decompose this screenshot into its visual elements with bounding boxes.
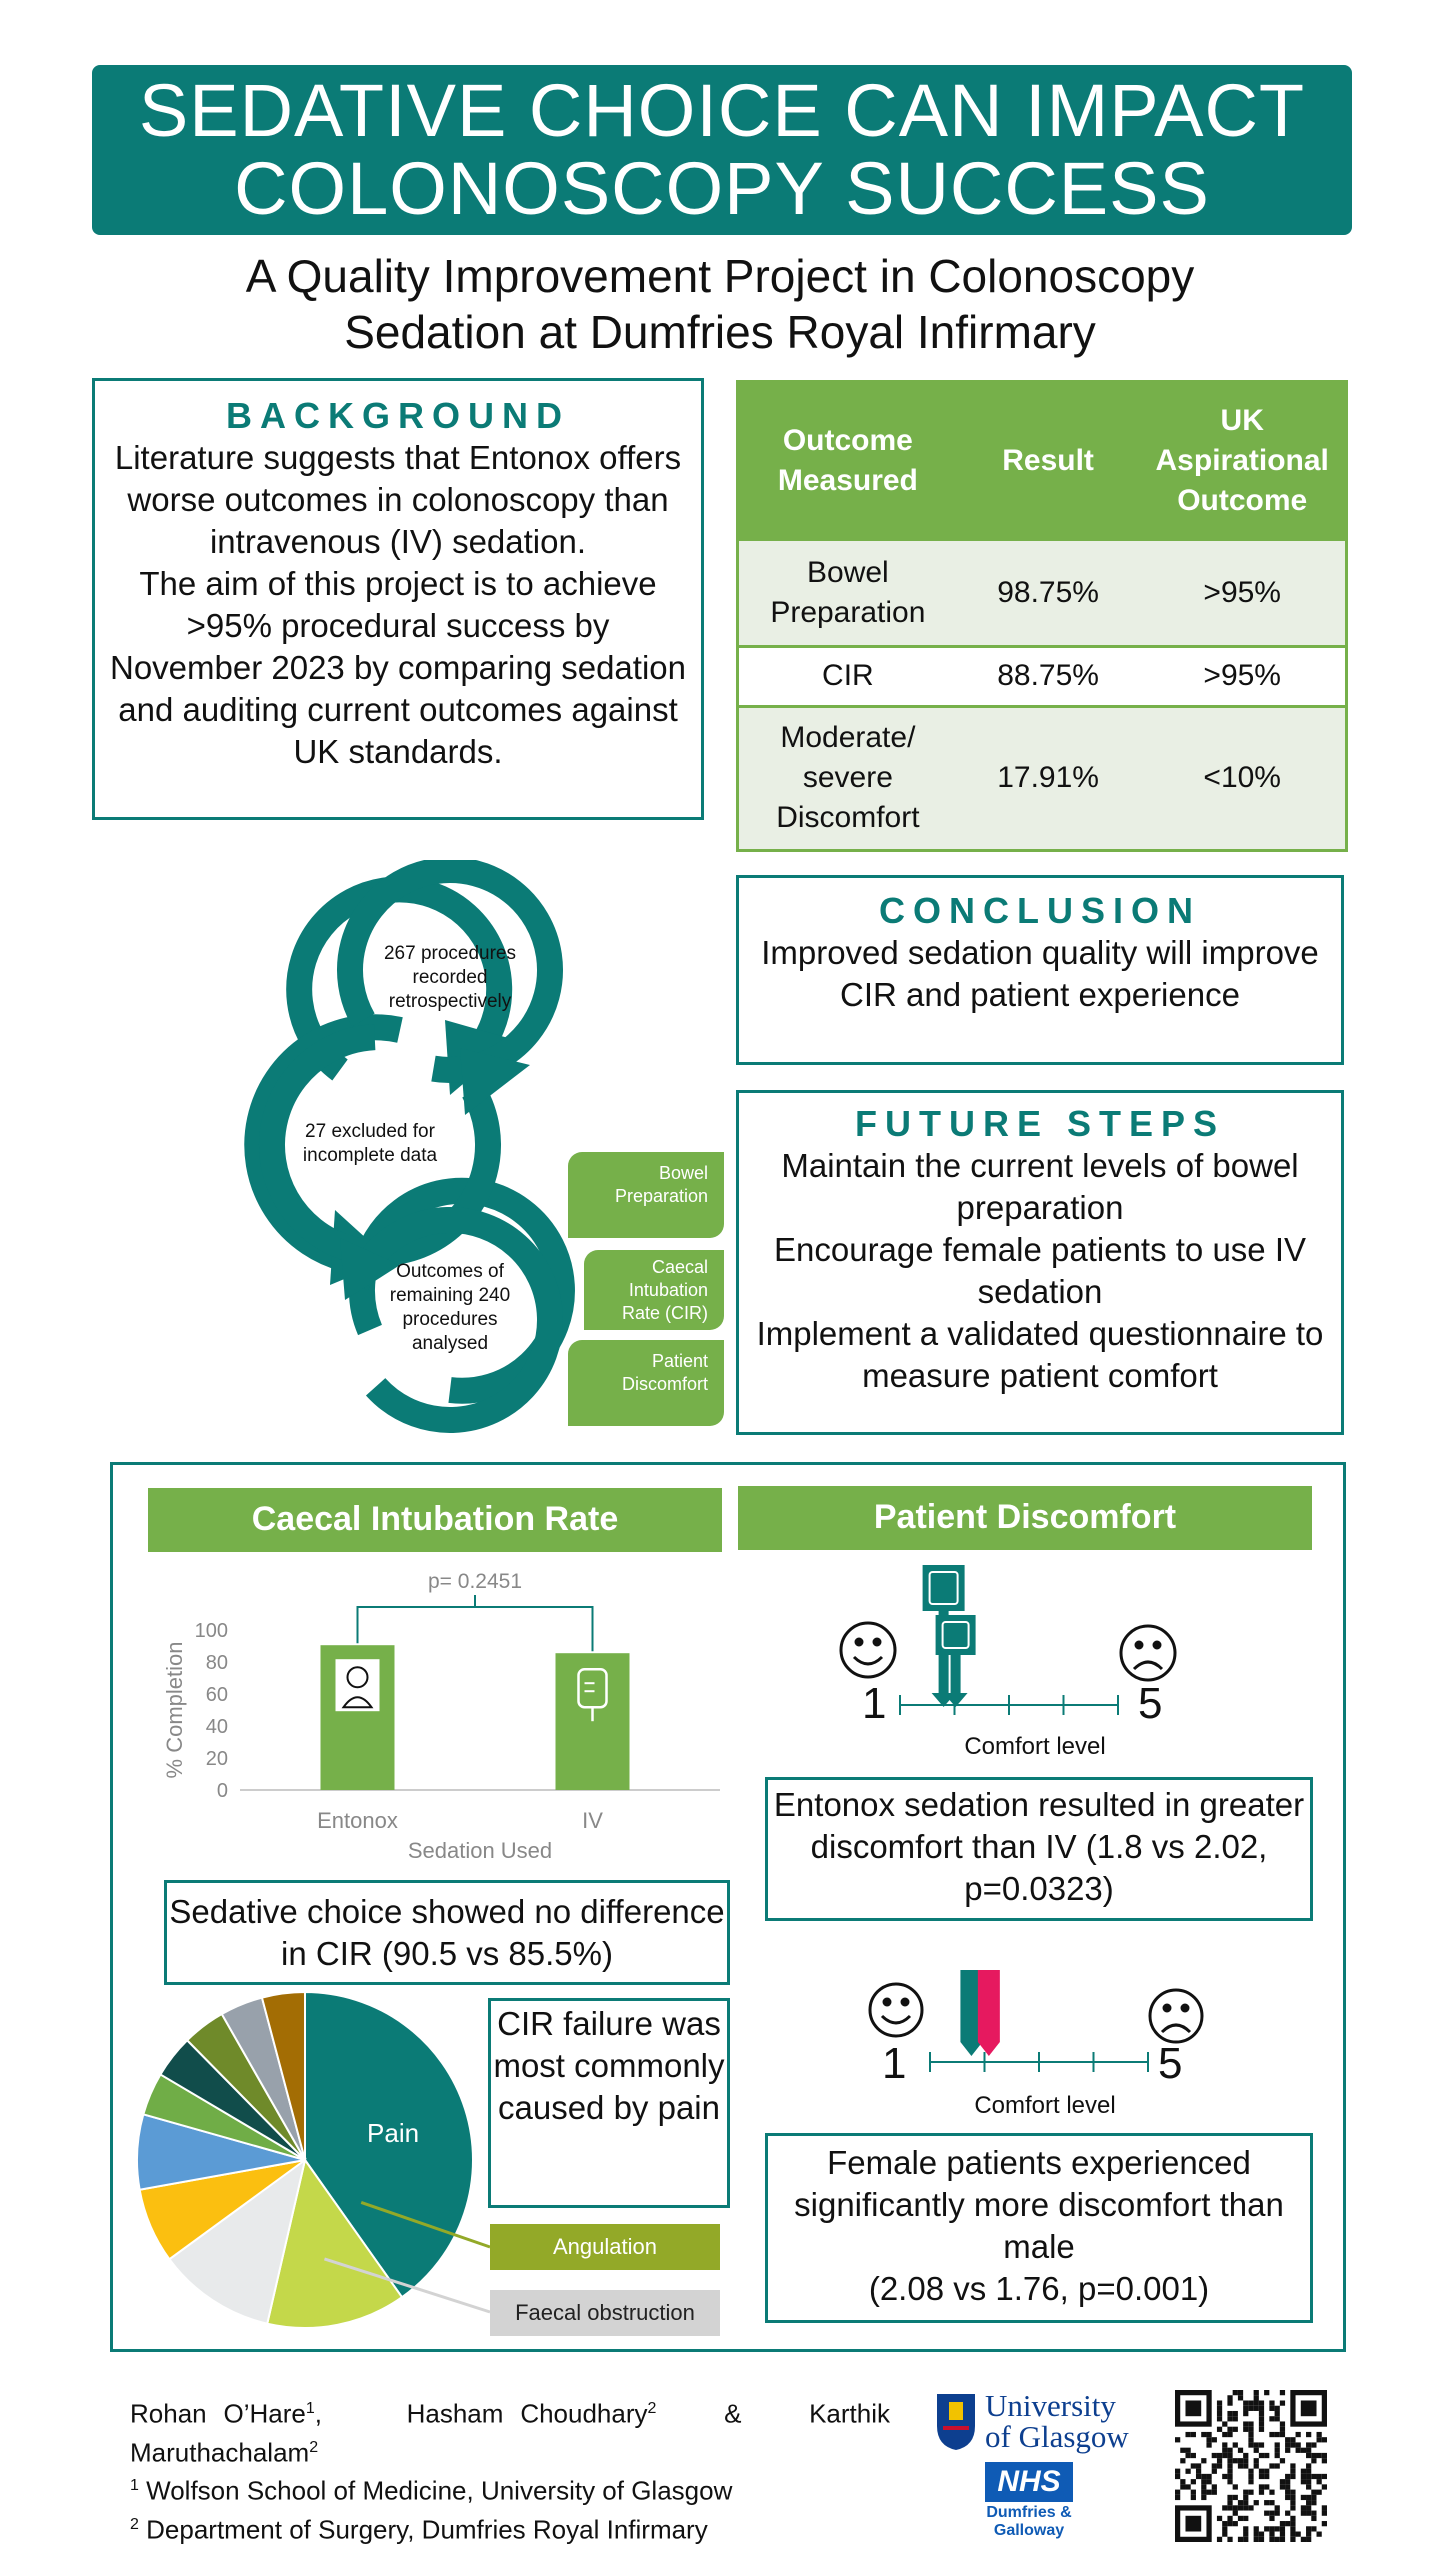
author-affil-sup: 1 (305, 2400, 315, 2417)
author-affil-sup: 2 (309, 2438, 319, 2456)
happy-face-icon (841, 1623, 895, 1677)
table-cell: >95% (1139, 540, 1346, 647)
flow-tab-cir: Caecal Intubation Rate (CIR) (584, 1250, 724, 1330)
future-step-item: Maintain the current levels of bowel preparation (781, 1147, 1299, 1226)
gender-finding-line-2: (2.08 vs 1.76, p=0.001) (868, 2270, 1210, 2307)
flow-step-3: Outcomes of remaining 240 procedures analysed (389, 1261, 511, 1354)
university-logo-text: University of Glasgow (985, 2388, 1129, 2454)
background-heading: BACKGROUND (226, 395, 570, 436)
gender-finding-line-1: Female patients experienced significantly more discomfort than male (794, 2144, 1284, 2265)
conclusion-heading: CONCLUSION (879, 890, 1201, 931)
affiliation-2: $^2$ Department of Surgery, Dumfries Royal Infirmary (130, 2514, 708, 2545)
table-cell: <10% (1139, 706, 1346, 850)
title-line-1: SEDATIVE CHOICE CAN IMPACT (138, 69, 1306, 152)
cir-header: Caecal Intubation Rate (148, 1488, 722, 1552)
y-tick-label: 100 (194, 1620, 228, 1642)
table-cell: 88.75% (957, 646, 1140, 706)
future-steps-heading: FUTURE STEPS (854, 1103, 1226, 1144)
table-row (738, 706, 1347, 850)
p-value-annotation: p= 0.2451 (427, 1570, 523, 1593)
table-cell: >95% (1139, 646, 1346, 706)
scale1-min: 1 (862, 1679, 887, 1728)
gas-mask-icon (336, 1659, 380, 1711)
y-tick-label: 80 (205, 1652, 228, 1674)
y-tick-label: 20 (205, 1748, 228, 1770)
bar-iv (556, 1653, 630, 1790)
author-affil-sup: 2 (647, 2400, 657, 2417)
table-header: Result (957, 382, 1140, 540)
background-text-2: The aim of this project is to achieve >95% procedural success by November 2023 by comparing sedation and auditing current outcomes against UK standards. (109, 565, 686, 770)
future-step-item: Implement a validated questionnaire to measure patient comfort (756, 1315, 1324, 1394)
title-banner (92, 65, 1352, 235)
table-cell: 98.75% (957, 540, 1140, 647)
author-name: Rohan O’Hare (130, 2398, 306, 2429)
subtitle-line-2: Sedation at Dumfries Royal Infirmary (344, 306, 1096, 358)
subtitle-line-1: A Quality Improvement Project in Colonoscopy (245, 250, 1195, 302)
future-step-item: Encourage female patients to use IV sedation (774, 1231, 1306, 1310)
sad-face-icon (1121, 1626, 1175, 1680)
flow-step-1: 267 procedures recorded retrospectively (383, 943, 517, 1012)
y-tick-label: 40 (205, 1716, 228, 1738)
gender-finding-box (765, 2133, 1313, 2323)
title-line-2: COLONOSCOPY SUCCESS (234, 147, 1210, 230)
cir-finding-box: Sedative choice showed no difference in CIR (90.5 vs 85.5%) (164, 1880, 730, 1985)
future-steps-box (736, 1090, 1344, 1435)
qr-code-icon[interactable] (1175, 2390, 1327, 2542)
flow-tab-discomfort: Patient Discomfort (568, 1340, 724, 1426)
nhs-region: Dumfries & Galloway (986, 2504, 1072, 2539)
scale2-min: 1 (882, 2039, 907, 2088)
flow-step-2: 27 excluded for incomplete data (302, 1121, 438, 1166)
x-axis-label: Sedation Used (407, 1838, 553, 1863)
entonox-finding-box: Entonox sedation resulted in greater discomfort than IV (1.8 vs 2.02, p=0.0323) (765, 1777, 1313, 1921)
pie-label-angulation: Angulation (490, 2224, 720, 2270)
conclusion-box (736, 875, 1344, 1065)
conclusion-text: Improved sedation quality will improve CIR and patient experience (761, 934, 1319, 1013)
sad-face-icon (1150, 1990, 1202, 2042)
table-row (738, 646, 1347, 706)
cir-bar-chart (160, 1555, 730, 1875)
significance-bracket (358, 1595, 593, 1651)
scale1-label: Comfort level (964, 1733, 1106, 1760)
table-cell: Bowel Preparation (738, 540, 957, 647)
authors-line: Rohan O’Hare$^1$, Hasham Choudhary$^2$ & Karthik Maruthachalam$^2$ (130, 2398, 890, 2468)
table-cell: Moderate/ severe Discomfort (738, 706, 957, 850)
table-cell: 17.91% (957, 706, 1140, 850)
table-header-row (738, 382, 1347, 540)
nhs-logo: NHS (985, 2462, 1073, 2502)
scale2-label: Comfort level (974, 2092, 1116, 2119)
discomfort-header: Patient Discomfort (738, 1486, 1312, 1550)
author-name: Hasham Choudhary (406, 2398, 648, 2429)
pie-slice-label-pain: Pain (367, 2118, 420, 2149)
happy-face-icon (870, 1984, 922, 2036)
x-tick-label: IV (582, 1808, 603, 1833)
background-box (92, 378, 704, 820)
affiliation-1: $^1$ Wolfson School of Medicine, University of Glasgow (130, 2475, 733, 2506)
y-tick-label: 0 (216, 1780, 228, 1802)
table-header: Outcome Measured (738, 382, 957, 540)
table-header: UK Aspirational Outcome (1139, 382, 1346, 540)
author-and: & (724, 2398, 742, 2429)
table-row (738, 540, 1347, 647)
subtitle (120, 248, 1320, 360)
y-tick-label: 60 (205, 1684, 228, 1706)
flow-tab-bowel: Bowel Preparation (568, 1152, 724, 1238)
author-name: Karthik Maruthachalam (130, 2398, 890, 2468)
scale1-max: 5 (1138, 1679, 1163, 1728)
outcome-table (736, 380, 1348, 852)
university-logo (935, 2388, 1135, 2458)
scale2-max: 5 (1158, 2039, 1183, 2088)
table-cell: CIR (738, 646, 957, 706)
pie-callout-box: CIR failure was most commonly caused by pain (488, 1998, 730, 2208)
x-tick-label: Entonox (317, 1808, 398, 1833)
university-crest-icon (935, 2392, 977, 2452)
female-marker (978, 1970, 1000, 2056)
background-text-1: Literature suggests that Entonox offers worse outcomes in colonoscopy than intravenous (IV) sedation. (114, 439, 682, 560)
pie-label-faecal: Faecal obstruction (490, 2290, 720, 2336)
authors-block (130, 2392, 890, 2547)
y-axis-label: % Completion (162, 1641, 187, 1779)
